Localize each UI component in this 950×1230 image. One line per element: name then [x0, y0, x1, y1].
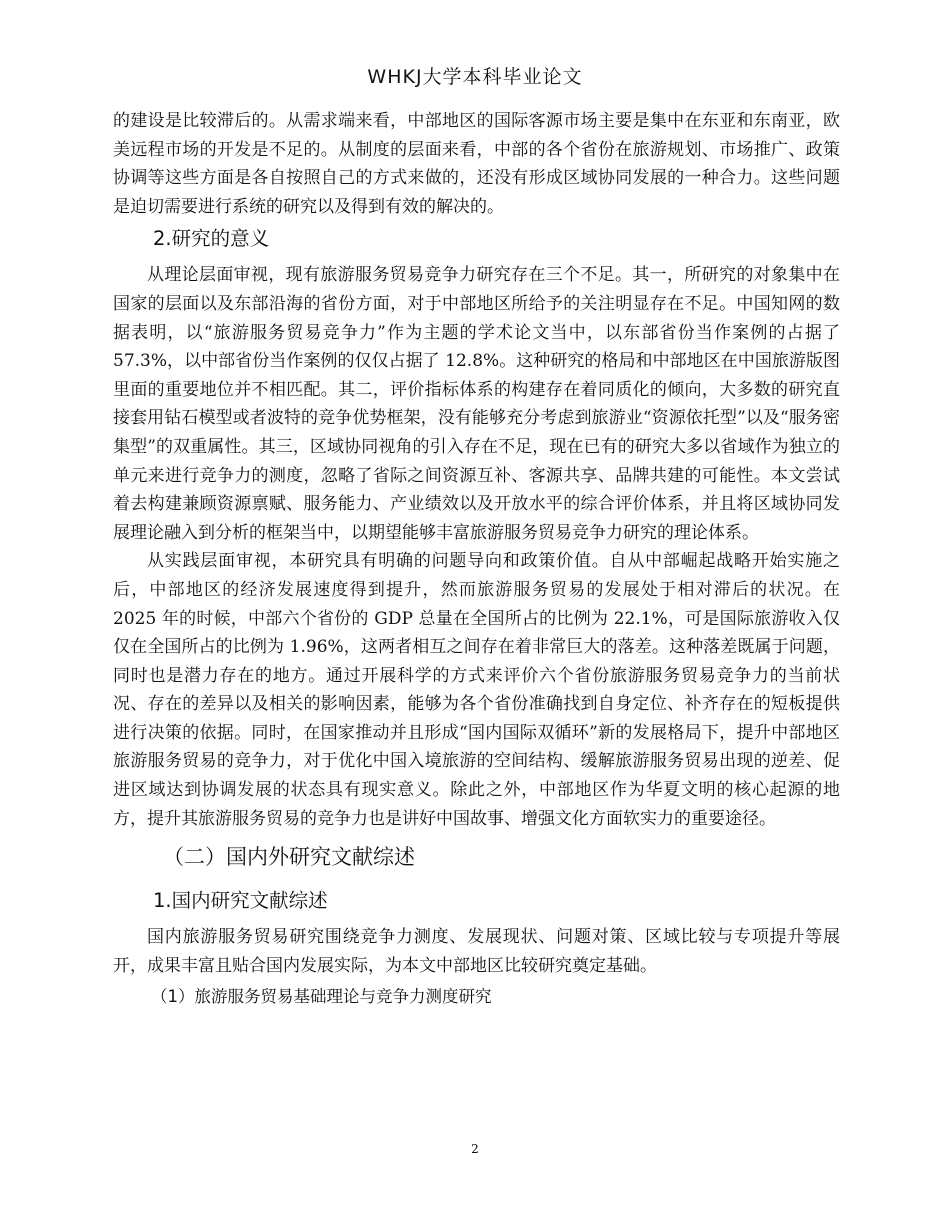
- page-header: WHKJ大学本科毕业论文: [367, 66, 583, 88]
- heading-subsection-1: （1）旅游服务贸易基础理论与竞争力测度研究: [151, 987, 492, 1007]
- heading-research-significance: 2.研究的意义: [153, 227, 270, 251]
- heading-domestic-review: 1.国内研究文献综述: [153, 889, 328, 913]
- page-number: 2: [471, 1142, 479, 1156]
- paragraph-continued: 的建设是比较滞后的。从需求端来看，中部地区的国际客源市场主要是集中在东亚和东南亚，欧美远程市场的开发是不足的。从制度的层面来看，中部的各个省份在旅游规划、市场推广、政策协调等这些方面是各自按照自己的方式来做的，还没有形成区域协同发展的一种合力。这些问题是迫切需要进行系统的研究以及得到有效的解决的。: [113, 111, 840, 217]
- heading-literature-review: （二）国内外研究文献综述: [163, 845, 415, 870]
- page-body: [113, 107, 840, 1012]
- paragraph-domestic: 国内旅游服务贸易研究围绕竞争力测度、发展现状、问题对策、区域比较与专项提升等展开，成果丰富且贴合国内发展实际，为本文中部地区比较研究奠定基础。: [113, 927, 840, 976]
- paragraph-practice: 从实践层面审视，本研究具有明确的问题导向和政策价值。自从中部崛起战略开始实施之后，中部地区的经济发展速度得到提升，然而旅游服务贸易的发展处于相对滞后的状况。在 2025 年的时候，中部六个省份的 GDP 总量在全国所占的比例为 22.1%，可是国际旅游收入仅仅在全国所占的比例为 1.96%，这两者相互之间存在着非常巨大的落差。这种落差既属于问题，同时也是潜力存在的地方。通过开展科学的方式来评价六个省份旅游服务贸易竞争力的当前状况、存在的差异以及相关的影响因素，能够为各个省份准确找到自身定位、补齐存在的短板提供进行决策的依据。同时，在国家推动并且形成“国内国际双循环”新的发展格局下，提升中部地区旅游服务贸易的竞争力，对于优化中国入境旅游的空间结构、缓解旅游服务贸易出现的逆差、促进区域达到协调发展的状态具有现实意义。除此之外，中部地区作为华夏文明的核心起源的地方，提升其旅游服务贸易的竞争力也是讲好中国故事、增强文化方面软实力的重要途径。: [113, 551, 840, 829]
- paragraph-theory: 从理论层面审视，现有旅游服务贸易竞争力研究存在三个不足。其一，所研究的对象集中在国家的层面以及东部沿海的省份方面，对于中部地区所给予的关注明显存在不足。中国知网的数据表明，以“旅游服务贸易竞争力”作为主题的学术论文当中，以东部省份当作案例的占据了 57.3%，以中部省份当作案例的仅仅占据了 12.8%。这种研究的格局和中部地区在中国旅游版图里面的重要地位并不相匹配。其二，评价指标体系的构建存在着同质化的倾向，大多数的研究直接套用钻石模型或者波特的竞争优势框架，没有能够充分考虑到旅游业“资源依托型”以及“服务密集型”的双重属性。其三，区域协同视角的引入存在不足，现在已有的研究大多以省域作为独立的单元来进行竞争力的测度，忽略了省际之间资源互补、客源共享、品牌共建的可能性。本文尝试着去构建兼顾资源禀赋、服务能力、产业绩效以及开放水平的综合评价体系，并且将区域协同发展理论融入到分析的框架当中，以期望能够丰富旅游服务贸易竞争力研究的理论体系。: [113, 265, 840, 543]
